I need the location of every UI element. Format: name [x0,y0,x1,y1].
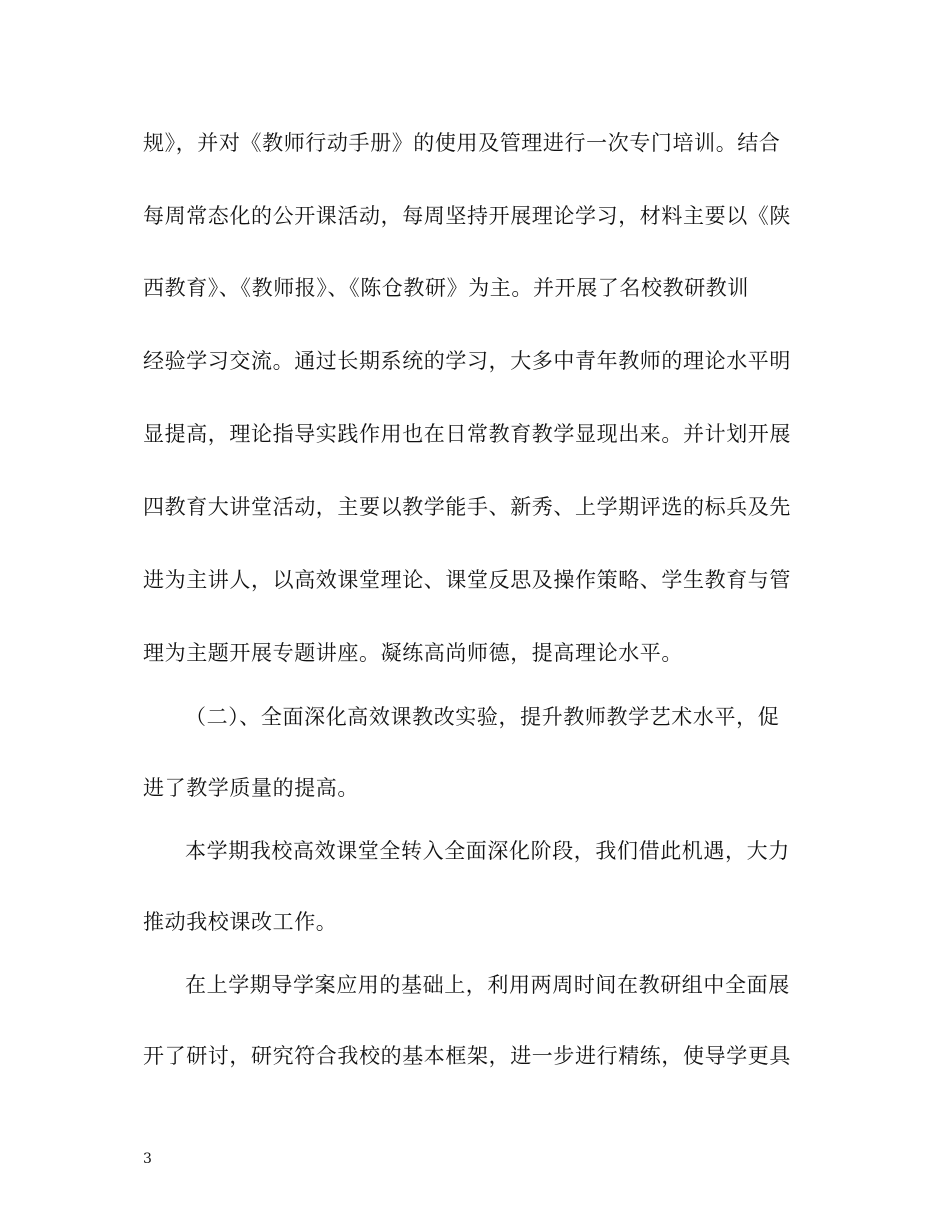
text-line: 西教育》、《教师报》、《陈仓教研》为主。并开展了名校教研教训 [143,276,749,300]
text-line: 规》，并对《教师行动手册》的使用及管理进行一次专门培训。结合 [143,131,781,155]
text-line: 显提高，理论指导实践作用也在日常教育教学显现出来。并计划开展 [143,422,791,446]
text-line: 推动我校课改工作。 [143,910,338,934]
text-line: 经验学习交流。通过长期系统的学习，大多中青年教师的理论水平明 [143,349,791,373]
text-line: 进为主讲人，以高效课堂理论、课堂反思及操作策略、学生教育与管 [143,568,791,592]
page-number: 3 [143,1151,152,1167]
paragraph-first-line: 本学期我校高效课堂全转入全面深化阶段，我们借此机遇，大力 [185,839,790,863]
paragraph-first-line: 在上学期导学案应用的基础上，利用两周时间在教研组中全面展 [185,973,790,997]
section-heading-line: 进了教学质量的提高。 [143,776,359,800]
text-line: 理为主题开展专题讲座。凝练高尚师德，提高理论水平。 [143,641,683,665]
text-line: 四教育大讲堂活动，主要以教学能手、新秀、上学期评选的标兵及先 [143,495,791,519]
text-line: 开了研讨，研究符合我校的基本框架，进一步进行精练，使导学更具 [143,1044,791,1068]
section-heading-line: （二）、全面深化高效课教改实验，提升教师教学艺术水平，促 [185,705,780,729]
text-line: 每周常态化的公开课活动，每周坚持开展理论学习，材料主要以《陕 [143,204,791,228]
